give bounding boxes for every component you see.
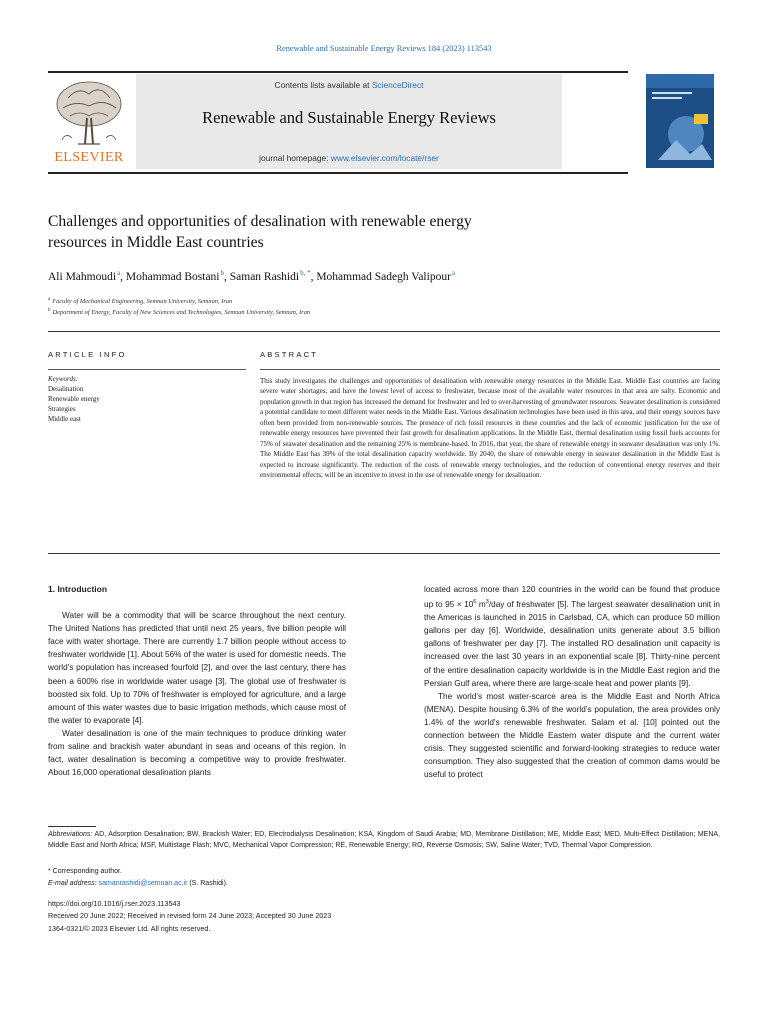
running-header-citation[interactable]: Renewable and Sustainable Energy Reviews 184 (2023) 113543	[276, 44, 492, 53]
keyword-item: Renewable energy	[48, 395, 100, 403]
author-name[interactable]: Ali Mahmoudi	[48, 271, 117, 283]
abstract-rule	[260, 369, 720, 370]
journal-title: Renewable and Sustainable Energy Reviews	[202, 108, 496, 127]
elsevier-wordmark: ELSEVIER	[54, 150, 124, 165]
affiliation-b	[48, 308, 310, 316]
keyword-item: Desalination	[48, 385, 84, 393]
journal-homepage-line	[136, 153, 562, 163]
masthead-rule-bottom	[48, 172, 628, 174]
contents-prefix: Contents lists available at	[274, 80, 372, 90]
author-affiliation-mark[interactable]: a	[117, 269, 121, 277]
masthead-rule-top	[48, 71, 628, 73]
doi-link[interactable]: https://doi.org/10.1016/j.rser.2023.113543	[48, 899, 181, 908]
homepage-prefix: journal homepage:	[259, 153, 331, 163]
exponent: 3	[485, 599, 489, 606]
affiliation-text: Faculty of Mechanical Engineering, Semnan University, Semnan, Iran	[52, 298, 233, 305]
author-list: Ali Mahmoudi$^a$, Mohammad Bostani$^b$, Saman Rashidi$^{b, *}$, Mohammad Sadegh Valipour$^a$	[48, 269, 456, 283]
abstract-heading: ABSTRACT	[260, 350, 319, 359]
body-paragraph: Water desalination is one of the main techniques to produce drinking water from saline and brackish water abundant in seas and oceans of this region. In fact, water desalination is becoming a competitive way to provide freshwater. About 16,000 operational desalination plants	[48, 728, 346, 778]
affiliation-mark: b	[48, 308, 51, 313]
email-link[interactable]: samanrashidi@semnan.ac.ir	[98, 880, 188, 887]
keyword-item: Strategies	[48, 405, 76, 413]
author-affiliation-mark[interactable]: a	[451, 269, 456, 277]
email-footnote	[48, 878, 720, 889]
journal-homepage-link[interactable]: www.elsevier.com/locate/rser	[330, 153, 439, 163]
author-name[interactable]: Mohammad Bostani	[125, 271, 220, 283]
article-title-line-2: resources in Middle East countries	[48, 234, 264, 251]
keywords-block	[48, 374, 246, 424]
email-label: E-mail address:	[48, 880, 97, 887]
abbreviations-label: Abbreviations:	[48, 831, 93, 838]
abbreviations-text: AD, Adsorption Desalination; BW, Brackish Water; ED, Electrodialysis Desalination; KSA, Kingdom of Saudi Arabia; MD, Membrane Distillation; ME, Middle East; MED, Multi-Effect Distillation; MENA, Middle East and North Africa; MSF, Multistage Flash; MVC, Mechanical Vapor Compression; RE, Renewable Energy; RO, Reverse Osmosis; SW, Saline Water; TVD, Thermal Vapor Compression.	[48, 831, 720, 849]
footnote-rule	[48, 826, 96, 827]
author-affiliation-mark[interactable]: b	[220, 269, 224, 277]
contents-available-line	[136, 80, 562, 90]
paragraph-text: m	[476, 600, 486, 610]
author-affiliation-mark[interactable]: b, *	[300, 269, 311, 277]
section-heading-introduction: 1. Introduction	[48, 584, 108, 594]
email-suffix: (S. Rashidi).	[187, 880, 228, 887]
body-paragraph: The world’s most water-scarce area is the Middle East and North Africa (MENA). Despite housing 6.3% of the world’s population, the area provides only 1.4% of the world’s renewable freshwater. Salam et al. [10] pointed out the connection between the Middle Eastern water dispute and the current water crisis. They suggested scientific and forward-looking strategies to reduce water consumption. They also suggested that the creation of common dams would be useful to protect	[424, 691, 720, 780]
sciencedirect-link[interactable]: ScienceDirect	[371, 80, 424, 90]
keywords-label: Keywords:	[48, 375, 79, 383]
affiliation-text: Department of Energy, Faculty of New Sciences and Technologies, Semnan University, Semnan, Iran	[52, 309, 311, 316]
corresponding-author-note: * Corresponding author.	[48, 868, 122, 875]
paragraph-text: /day of freshwater [5]. The largest seawater desalination unit in the Americas is launched in 2015 in Carlsbad, CA, which can produce 50 million gallons per day [6]. Worldwide, desalination units generate about 3.5 billion gallons of freshwater per day [7]. The installed RO desalination unit capacity is increased over the last 30 years in an exponential scale [8]. Thirty-nine percent of the entire desalination capacity worldwide is in the Middle East region and the Persian Gulf area, where there are large-scale heat and power plants [9].	[424, 600, 720, 688]
journal-cover-thumbnail[interactable]	[646, 74, 714, 168]
author-name[interactable]: Saman Rashidi	[229, 271, 300, 283]
affiliation-a	[48, 297, 232, 305]
exponent: 6	[473, 599, 477, 606]
received-dates: Received 20 June 2022; Received in revised form 24 June 2023; Accepted 30 June 2023	[48, 911, 332, 920]
author-name[interactable]: Mohammad Sadegh Valipour	[316, 271, 451, 283]
body-column-left	[48, 583, 346, 779]
section-divider	[48, 331, 720, 332]
article-title	[48, 211, 648, 253]
keyword-item: Middle east	[48, 415, 81, 423]
body-paragraph	[424, 583, 720, 690]
article-info-heading: ARTICLE INFO	[48, 350, 127, 359]
body-column-right	[424, 583, 720, 781]
article-info-rule	[48, 369, 246, 370]
section-divider	[48, 553, 720, 554]
body-paragraph: Water will be a commodity that will be scarce throughout the next century. The United Nations has predicted that until next 25 years, five billion people will face with water shortage. There are currently 1.7 billion people without access to freshwater worldwide [1]. About 56% of the water is used for domestic needs. The world’s population has increased fourfold [2], and over the last century, there has been a 600% rise in worldwide water usage [3]. The global use of freshwater is boosted six fold. Up to 70% of freshwater is employed for agriculture, and a large amount of this water wastes due to basic irrigation methods, which cause most of the water to evaporate [4].	[48, 611, 346, 725]
copyright-line: 1364-0321/© 2023 Elsevier Ltd. All rights reserved.	[48, 924, 211, 933]
abstract-text: This study investigates the challenges and opportunities of desalination with renewable energy resources in the Middle East. Middle East countries are facing severe water shortages, and have the lowest level of access to freshwater, because most of the available water resources in that area are salty. Economic and population growth in that region has increased the demand for freshwater and led to over-harvesting of groundwater resources. Seawater desalination is considered a potential candidate to meet different water needs in the Middle East. Various desalination technologies have been used in this area, and their energy sources have often been provided from non-renewable sources. The presence of rich fossil resources in these countries and the lack of economic justification for the use of renewable energy resources have prevented their fast growth for desalination applications. In the Middle East, thermal desalination using fossil fuels accounts for 75% of seawater desalination and the remaining 25% is membrane-based. In 2016, that year, the share of renewable energy in seawater desalination was only 1%. The Middle East has 39% of the total desalination capacity worldwide. By 2040, the share of renewable energy in seawater desalination in the Middle East is expected to increase significantly. The reduction of the costs of renewable energy technologies, and the reduction of conventional energy reserves and their environmental effects, will be an incentive to invest in the use of renewable energy for desalination.	[260, 377, 720, 480]
abbreviations-footnote	[48, 829, 720, 851]
affiliation-mark: a	[48, 297, 51, 302]
article-title-line-1: Challenges and opportunities of desalination with renewable energy	[48, 213, 472, 230]
paragraph-text: located across more than 120 countries in the world can be found that produce up to 95 × 10	[424, 585, 720, 610]
